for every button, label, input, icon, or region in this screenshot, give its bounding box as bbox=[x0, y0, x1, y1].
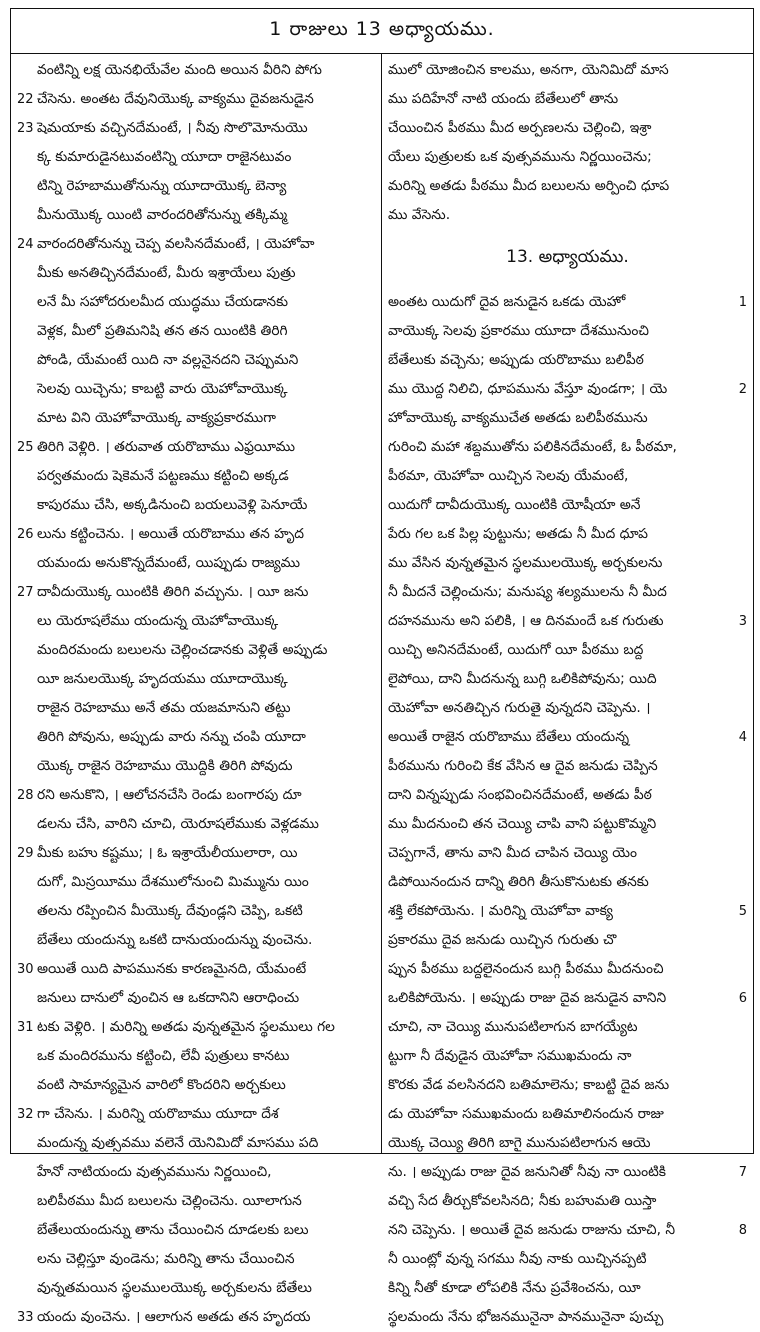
verse-number: 32 bbox=[17, 1107, 34, 1122]
line-text: అంతట యిదుగో దైవ జనుడైన ఒకడు యెహో bbox=[388, 294, 626, 310]
text-line bbox=[388, 1216, 747, 1245]
line-text: యిదుగో దావీదుయొక్క యింటికి యోషీయా అనే bbox=[388, 497, 641, 513]
text-line bbox=[17, 288, 375, 317]
line-text: పీఠమును గురించి కేక వేసిన ఆ దైవ జనుడు చెప్పిన bbox=[388, 758, 658, 774]
line-text: పీఠమా, యెహోవా యిచ్చిన సెలవు యేమంటే, bbox=[388, 468, 629, 484]
line-text: పోండి, యేమంటే యిది నా వల్లనైనదని చెప్పుమని bbox=[37, 352, 299, 368]
verse-number: 7 bbox=[738, 1165, 747, 1180]
text-line bbox=[388, 1187, 747, 1216]
line-text: యొక్క రాజైన రెహబాము యొద్దికి తిరిగి పోవుదు bbox=[37, 758, 293, 774]
line-text: టకు వెళ్లిరి. । మరిన్ని అతడు వున్నతమైన స్థలములు గల bbox=[37, 1019, 335, 1035]
page-header bbox=[11, 9, 753, 54]
text-line bbox=[388, 143, 747, 172]
line-text: మీకు బహు కష్టము; । ఓ ఇశ్రాయేలీయులారా, యి bbox=[37, 845, 298, 861]
line-text: మీనుయొక్క యింటి వారందరితోనున్ను తక్కిమ్మ bbox=[37, 207, 288, 223]
text-line bbox=[17, 114, 375, 143]
text-line bbox=[388, 839, 747, 868]
line-text: దాని విన్నప్పుడు సంభవించినదేమంటే, అతడు పీఠ bbox=[388, 787, 652, 803]
line-text: యొక్క చెయ్యి తిరిగి బాగై మునుపటిలాగున ఆయె bbox=[388, 1135, 651, 1151]
text-line bbox=[17, 1245, 375, 1274]
text-line bbox=[17, 56, 375, 85]
line-text: ప్రకారము దైవ జనుడు యిచ్చిన గురుతు చొ bbox=[388, 932, 617, 948]
line-text: ములో యోజించిన కాలము, అనగా, యెనిమిదో మాస bbox=[388, 62, 669, 78]
text-line bbox=[17, 723, 375, 752]
text-line bbox=[17, 172, 375, 201]
text-line bbox=[17, 230, 375, 259]
text-line bbox=[388, 955, 747, 984]
text-line bbox=[388, 56, 747, 85]
text-line bbox=[17, 1042, 375, 1071]
text-line bbox=[17, 607, 375, 636]
text-line bbox=[388, 375, 747, 404]
text-line bbox=[388, 114, 747, 143]
line-text: ము పదిహేనో నాటి యందు బేతేలులో తాను bbox=[388, 91, 619, 107]
text-line bbox=[17, 404, 375, 433]
text-line bbox=[17, 665, 375, 694]
verse-number: 23 bbox=[17, 121, 34, 136]
verse-number: 26 bbox=[17, 527, 34, 542]
line-text: నీ యింట్లో వున్న సగము నీవు నాకు యిచ్చినప్పటి bbox=[388, 1251, 647, 1267]
line-text: మందిరమందు బలులను చెల్లించడానకు వెళ్లితే అప్పుడు bbox=[37, 642, 328, 658]
line-text: యిచ్చి అనినదేమంటే, యిదుగో యీ పీఠము బద్ద bbox=[388, 642, 644, 658]
verse-number: 1 bbox=[738, 295, 747, 310]
line-text: యేలు పుత్రులకు ఒక వుత్సవమును నిర్ణయించెను; bbox=[388, 149, 652, 165]
text-line bbox=[17, 868, 375, 897]
line-text: చూచి, నా చెయ్యి మునుపటిలాగున బాగయ్యేట bbox=[388, 1019, 638, 1035]
scripture-page bbox=[10, 8, 754, 1325]
text-line bbox=[17, 1303, 375, 1332]
verse-number: 28 bbox=[17, 788, 34, 803]
line-text: మీకు అనతిచ్చినదేమంటే, మీరు ఇశ్రాయేలు పుత్రు bbox=[37, 265, 296, 281]
text-line bbox=[17, 462, 375, 491]
text-line bbox=[17, 85, 375, 114]
line-text: హోవాయొక్క వాక్యముచేత అతడు బలిపీఠమును bbox=[388, 410, 648, 426]
line-text: యీ జనులయొక్క హృదయము యూదాయొక్క bbox=[37, 671, 288, 687]
text-line bbox=[17, 984, 375, 1013]
line-text: లును కట్టించెను. । అయితే యరొబాము తన హృద bbox=[37, 526, 305, 542]
text-line bbox=[388, 926, 747, 955]
verse-number: 4 bbox=[738, 730, 747, 745]
line-text: జనులు దానులో వుంచిన ఆ ఒకదానిని ఆరాధించు bbox=[37, 990, 300, 1006]
line-text: బలిపీఠము మీద బలులను చెల్లించెను. యీలాగున bbox=[37, 1193, 302, 1209]
line-text: చెప్పగానే, తాను వాని మీద చాపిన చెయ్యి యెం bbox=[388, 845, 637, 861]
text-line bbox=[388, 752, 747, 781]
text-line bbox=[17, 143, 375, 172]
text-line bbox=[388, 607, 747, 636]
chapter-13-text bbox=[388, 288, 747, 1332]
text-line bbox=[17, 578, 375, 607]
text-line bbox=[17, 810, 375, 839]
line-text: పేరు గల ఒక పిల్ల పుట్టును; అతడు నీ మీద ధూప bbox=[388, 526, 648, 542]
line-text: కిన్ని నీతో కూడా లోపలికి నేను ప్రవేశించను, యీ bbox=[388, 1280, 641, 1296]
line-text: వాయొక్క సెలవు ప్రకారము యూదా దేశమునుంచి bbox=[388, 323, 649, 339]
line-text: డిపోయినందున దాన్ని తిరిగి తీసుకొనుటకు తనకు bbox=[388, 874, 649, 890]
line-text: యందు వుంచెను. । ఆలాగున అతడు తన హృదయ bbox=[37, 1309, 311, 1325]
verse-number: 3 bbox=[738, 614, 747, 629]
text-line bbox=[388, 462, 747, 491]
line-text: గా చేసెను. । మరిన్ని యరొబాము యూదా దేశ bbox=[37, 1106, 279, 1122]
text-line bbox=[17, 549, 375, 578]
verse-number: 27 bbox=[17, 585, 34, 600]
text-line bbox=[17, 897, 375, 926]
line-text: దావీదుయొక్క యింటికి తిరిగి వచ్చును. । యీ జను bbox=[37, 584, 309, 600]
line-text: క్క కుమారుడైనటువంటిన్ని యూదా రాజైనటువం bbox=[37, 149, 292, 165]
verse-number: 33 bbox=[17, 1310, 34, 1325]
verse-number: 8 bbox=[738, 1223, 747, 1238]
text-line bbox=[17, 1274, 375, 1303]
line-text: దహనమును అని పలికి, । ఆ దినమందే ఒక గురుతు bbox=[388, 613, 664, 629]
text-line bbox=[17, 1100, 375, 1129]
text-line bbox=[388, 1303, 747, 1332]
line-text: వెళ్లక, మీలో ప్రతిమనిషి తన తన యింటికి తిరిగి bbox=[37, 323, 288, 339]
verse-number: 22 bbox=[17, 92, 34, 107]
line-text: టిన్ని రెహబాముతోనున్ను యూదాయొక్క బెన్యా bbox=[37, 178, 287, 194]
text-line bbox=[388, 491, 747, 520]
text-line bbox=[17, 1187, 375, 1216]
line-text: శక్తి లేకపోయెను. । మరిన్ని యెహోవా వాక్య bbox=[388, 903, 613, 919]
text-line bbox=[388, 1274, 747, 1303]
text-line bbox=[17, 1216, 375, 1245]
text-line bbox=[388, 1100, 747, 1129]
right-column bbox=[382, 54, 753, 1325]
text-line bbox=[17, 520, 375, 549]
text-line bbox=[388, 1071, 747, 1100]
text-line bbox=[17, 839, 375, 868]
line-text: లు యెరూషలేము యందున్న యెహోవాయొక్క bbox=[37, 613, 279, 629]
text-line bbox=[388, 346, 747, 375]
text-line bbox=[388, 172, 747, 201]
line-text: లనే మీ సహోదరులమీద యుద్ధము చేయడానకు bbox=[37, 294, 289, 310]
line-text: అయితే యిది పాపమునకు కారణమైనది, యేమంటే bbox=[37, 961, 307, 977]
verse-number: 6 bbox=[738, 991, 747, 1006]
line-text: చేయించిన పీఠము మీద అర్పణలను చెల్లించి, ఇశ్రా bbox=[388, 120, 652, 136]
text-line bbox=[388, 520, 747, 549]
text-line bbox=[388, 868, 747, 897]
line-text: అయితే రాజైన యరొబాము బేతేలు యందున్న bbox=[388, 729, 629, 745]
line-text: ట్టుగా నీ దేవుడైన యెహోవా సముఖమందు నా bbox=[388, 1048, 632, 1064]
line-text: డు యెహోవా సముఖమందు బతిమాలినందున రాజు bbox=[388, 1106, 664, 1122]
line-text: ఒలికిపోయెను. । అప్పుడు రాజు దైవ జనుడైన వానిని bbox=[388, 990, 667, 1006]
line-text: ము వేసిన వున్నతమైన స్థలములయొక్క అర్చకులను bbox=[388, 555, 663, 571]
text-line bbox=[17, 491, 375, 520]
text-line bbox=[388, 404, 747, 433]
line-text: రాజైన రెహబాము అనే తమ యజమానుని తట్టు bbox=[37, 700, 291, 716]
text-line bbox=[17, 955, 375, 984]
line-text: గురించి మహా శబ్దముతోను పలికినదేమంటే, ఓ పీఠమా, bbox=[388, 439, 677, 455]
line-text: ము మీదనుంచి తన చెయ్యి చాపి వాని పట్టుకొమ్మని bbox=[388, 816, 657, 832]
line-text: నీ మీదనే చెల్లించును; మనుష్య శల్యములను నీ మీద bbox=[388, 584, 667, 600]
text-line bbox=[388, 433, 747, 462]
text-line bbox=[388, 665, 747, 694]
text-line bbox=[17, 752, 375, 781]
line-text: వున్నతమయిన స్థలములయొక్క అర్చకులను బేతేలు bbox=[37, 1280, 312, 1296]
text-line bbox=[388, 1158, 747, 1187]
text-line bbox=[388, 578, 747, 607]
text-line bbox=[388, 85, 747, 114]
line-text: కాపురము చేసి, అక్కడినుంచి బయలువెళ్లి పెనూయే bbox=[37, 497, 308, 513]
text-columns bbox=[11, 54, 753, 1325]
line-text: బేతేలుకు వచ్చెను; అప్పుడు యరొబాము బలిపీఠ bbox=[388, 352, 644, 368]
line-text: షెమయాకు వచ్చినదేమంటే, । నీవు సొలొమోనుయొ bbox=[37, 120, 308, 136]
line-text: సెలవు యిచ్చెను; కాబట్టి వారు యెహోవాయొక్క bbox=[37, 381, 288, 397]
text-line bbox=[17, 433, 375, 462]
text-line bbox=[388, 897, 747, 926]
text-line bbox=[17, 317, 375, 346]
line-text: యెహోవా అనతిచ్చిన గురుతై వున్నదని చెప్పెను. । bbox=[388, 700, 651, 716]
text-line bbox=[388, 1129, 747, 1158]
verse-number: 2 bbox=[738, 382, 747, 397]
line-text: ఒక మందిరమును కట్టించి, లేవీ పుత్రులు కానటు bbox=[37, 1048, 290, 1064]
line-text: చేసెను. అంతట దేవునియొక్క వాక్యము దైవజనుడైన bbox=[37, 91, 314, 107]
text-line bbox=[388, 317, 747, 346]
line-text: వంటి సామాన్యమైన వారిలో కొందరిని అర్చకులు bbox=[37, 1077, 286, 1093]
text-line bbox=[17, 636, 375, 665]
text-line bbox=[17, 926, 375, 955]
line-text: లైపోయి, దాని మీదనున్న బుగ్గి ఒలికిపోవును; యిది bbox=[388, 671, 657, 687]
verse-number: 24 bbox=[17, 237, 34, 252]
line-text: దుగో, మిస్రయీము దేశములోనుంచి మిమ్మును యిం bbox=[37, 874, 309, 890]
chapter-12-ending bbox=[388, 56, 747, 230]
page-title: 1 రాజులు 13 అధ్యాయము. bbox=[269, 17, 495, 40]
line-text: డలను చేసి, వారిని చూచి, యెరూషలేముకు వెళ్లడము bbox=[37, 816, 319, 832]
text-line bbox=[17, 1013, 375, 1042]
line-text: బేతేలుయందున్ను తాను చేయించిన దూడలకు బలు bbox=[37, 1222, 309, 1238]
line-text: వంటిన్ని లక్ష యెనభియేవేల మంది అయిన వీరిని పోగు bbox=[37, 62, 322, 78]
text-line bbox=[388, 1042, 747, 1071]
verse-number: 25 bbox=[17, 440, 34, 455]
line-text: మరిన్ని అతడు పీఠము మీద బలులను అర్పించి ధూప bbox=[388, 178, 670, 194]
text-line bbox=[388, 984, 747, 1013]
line-text: కొరకు వేడ వలసినదని బతిమాలెను; కాబట్టి దైవ జను bbox=[388, 1077, 670, 1093]
text-line bbox=[388, 810, 747, 839]
text-line bbox=[17, 694, 375, 723]
text-line bbox=[17, 1071, 375, 1100]
line-text: పర్వతమందు షెకెమనే పట్టణము కట్టించి అక్కడ bbox=[37, 468, 289, 484]
line-text: లను చెల్లిస్తూ వుండెను; మరిన్ని తాను చేయించిన bbox=[37, 1251, 295, 1267]
line-text: మందున్న వుత్సవము వలెనే యెనిమిదో మాసము పది bbox=[37, 1135, 319, 1151]
text-line bbox=[388, 694, 747, 723]
text-line bbox=[17, 781, 375, 810]
text-line bbox=[17, 346, 375, 375]
chapter-heading bbox=[388, 230, 747, 288]
text-line bbox=[17, 1129, 375, 1158]
line-text: తిరిగి వెళ్లిరి. । తరువాత యరొబాము ఎఫ్రయీము bbox=[37, 439, 296, 455]
line-text: ము వేసెను. bbox=[388, 207, 451, 223]
line-text: మాట విని యెహోవాయొక్క వాక్యప్రకారముగా bbox=[37, 410, 276, 426]
verse-number: 30 bbox=[17, 962, 34, 977]
text-line bbox=[388, 201, 747, 230]
left-column bbox=[11, 54, 382, 1325]
line-text: హేనో నాటియందు వుత్సవమును నిర్ణయించి, bbox=[37, 1164, 272, 1180]
line-text: ము యొద్ద నిలిచి, ధూపమును వేస్తూ వుండగా; । యె bbox=[388, 381, 668, 397]
text-line bbox=[388, 723, 747, 752]
line-text: యమందు అనుకొన్నదేమంటే, యిప్పుడు రాజ్యము bbox=[37, 555, 301, 571]
text-line bbox=[17, 1158, 375, 1187]
text-line bbox=[17, 375, 375, 404]
text-line bbox=[388, 1245, 747, 1274]
text-line bbox=[388, 549, 747, 578]
line-text: రని అనుకొని, । ఆలోచనచేసి రెండు బంగారపు దూ bbox=[37, 787, 302, 803]
line-text: తిరిగి పోవును, అప్పుడు వారు నన్ను చంపి యూదా bbox=[37, 729, 306, 745]
line-text: తలను రప్పించిన మీయొక్క దేవుండ్లని చెప్పి, ఒకటి bbox=[37, 903, 303, 919]
text-line bbox=[17, 259, 375, 288]
line-text: నని చెప్పెను. । అయితే దైవ జనుడు రాజును చూచి, నీ bbox=[388, 1222, 676, 1238]
chapter-title: 13. అధ్యాయము. bbox=[506, 247, 629, 267]
line-text: వచ్చి సేద తీర్చుకోవలసినది; నీకు బహుమతి యిస్తా bbox=[388, 1193, 657, 1209]
text-line bbox=[388, 636, 747, 665]
line-text: ప్పున పీఠము బద్దలైనందున బుగ్గి పీఠము మీదనుంచి bbox=[388, 961, 664, 977]
line-text: ను. । అప్పుడు రాజు దైవ జనునితో నీవు నా యింటికి bbox=[388, 1164, 666, 1180]
text-line bbox=[388, 781, 747, 810]
verse-number: 5 bbox=[738, 904, 747, 919]
line-text: స్థలమందు నేను భోజనమునైనా పానమునైనా పుచ్చు bbox=[388, 1309, 664, 1325]
text-line bbox=[388, 1013, 747, 1042]
verse-number: 31 bbox=[17, 1020, 34, 1035]
line-text: బేతేలు యందున్ను ఒకటి దానుయందున్ను వుంచెను. bbox=[37, 932, 313, 948]
verse-number: 29 bbox=[17, 846, 34, 861]
line-text: వారందరితోనున్ను చెప్ప వలసినదేమంటే, । యెహోవా bbox=[37, 236, 315, 252]
text-line bbox=[17, 201, 375, 230]
text-line bbox=[388, 288, 747, 317]
